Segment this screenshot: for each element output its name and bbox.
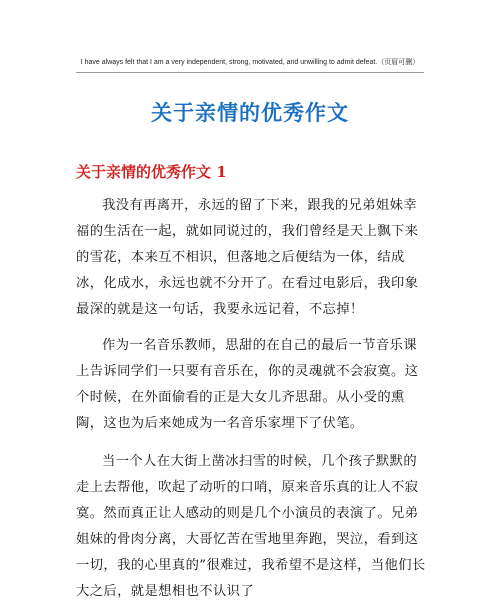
page-header: I have always felt that I am a very independent, strong, motivated, and unwilling to admit defeat.（页眉可删）: [80, 59, 420, 66]
document-title: 关于亲情的优秀作文: [151, 100, 349, 125]
paragraph: 我没有再离开，永远的留了下来，跟我的兄弟姐妹幸福的生活在一起，就如同说过的，我们曾经是天上飘下来的雪花，本来互不相识，但落地之后便结为一体，结成冰，化成水，永远也就不分开了。在看过电影后，我印象最深的就是这一句话，我要永远记着，不忘掉！: [76, 198, 419, 317]
header-divider: [76, 72, 424, 73]
paragraph: 当一个人在大街上凿冰扫雪的时候，几个孩子默默的走上去帮他，吹起了动听的口哨，原来音乐真的让人不寂寞。然而真正让人感动的则是几个小演员的表演了。兄弟姐妹的骨肉分离，大哥忆苦在雪地里奔跑，哭泣，看到这一切，我的心里真的”很难过，我希望不是这样，当他们长大之后，就是想相也不认识了: [76, 454, 426, 599]
section-title: 关于亲情的优秀作文 1: [76, 163, 227, 181]
paragraph: 作为一名音乐教师，思甜的在自己的最后一节音乐课上告诉同学们一只要有音乐在，你的灵魂就不会寂寞。这个时候，在外面偷看的正是大女儿齐思甜。从小受的熏陶，这也为后来她成为一名音乐家埋下了伏笔。: [76, 338, 419, 431]
